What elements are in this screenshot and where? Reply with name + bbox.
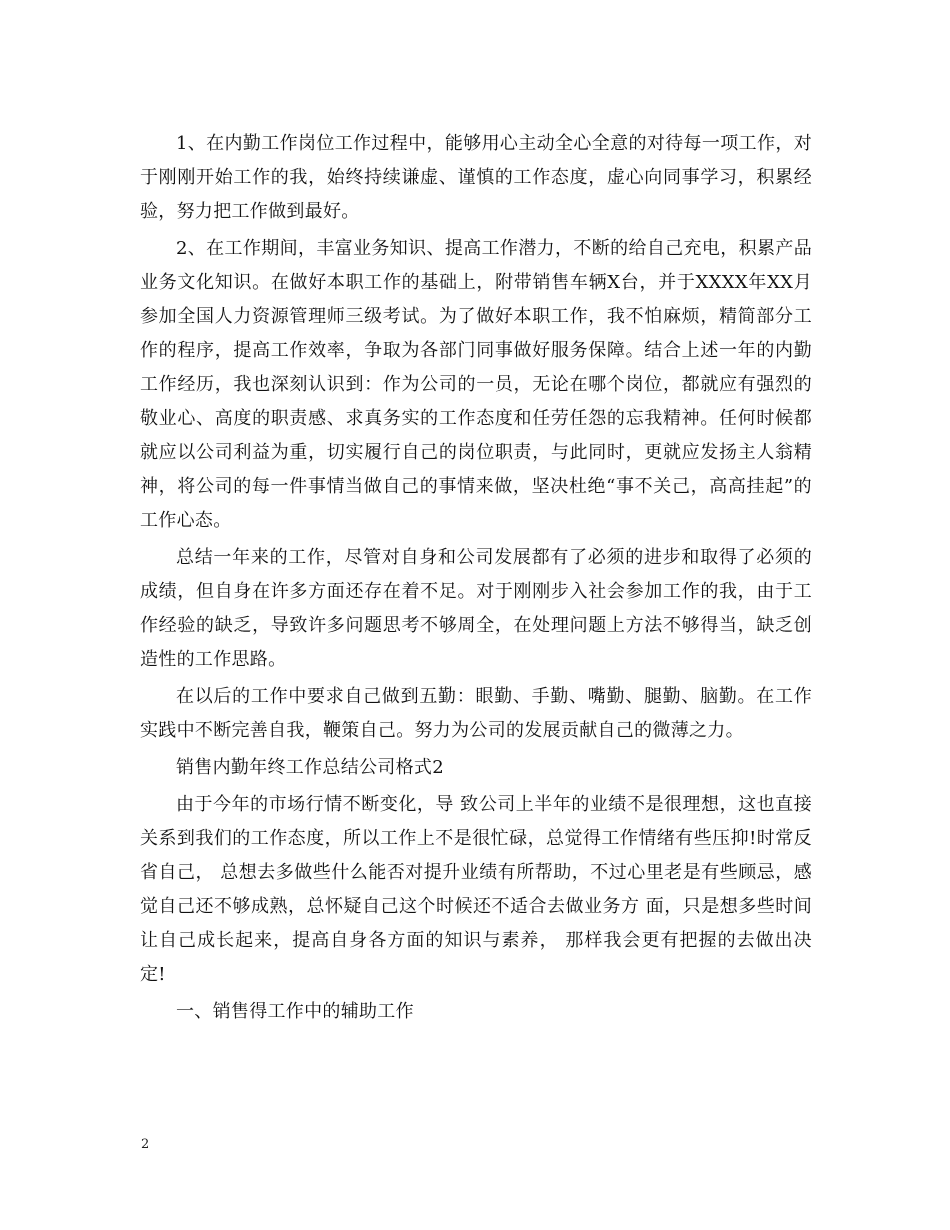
paragraph-5: 由于今年的市场行情不断变化，导 致公司上半年的业绩不是很理想，这也直接关系到我们的工作态度，所以工作上不是很忙碌，总觉得工作情绪有些压抑!时常反省自己， 总想去多做些什么能否对提升业绩有所帮助，不过心里老是有些顾忌，感觉自己还不够成熟，总怀疑自己这个时候还不适合去做业务方 面，只是想多些时间让自己成长起来，提高自身各方面的知识与素养， 那样我会更有把握的去做出决定! [140,794,812,985]
section-title: 销售内勤年终工作总结公司格式2 [176,757,444,778]
paragraph-3: 总结一年来的工作，尽管对自身和公司发展都有了必须的进步和取得了必须的成绩，但自身在许多方面还存在着不足。对于刚刚步入社会参加工作的我，由于工作经验的缺乏，导致许多问题思考不够周全，在处理问题上方法不够得当，缺乏创造性的工作思路。 [140,547,812,670]
paragraph-2: 2、在工作期间，丰富业务知识、提高工作潜力，不断的给自己充电，积累产品业务文化知识。在做好本职工作的基础上，附带销售车辆X台，并于XXXX年XX月参加全国人力资源管理师三级考试。为了做好本职工作，我不怕麻烦，精简部分工作的程序，提高工作效率，争取为各部门同事做好服务保障。结合上述一年的内勤工作经历，我也深刻认识到：作为公司的一员，无论在哪个岗位，都就应有强烈的敬业心、高度的职责感、求真务实的工作态度和任劳任怨的忘我精神。任何时候都就应以公司利益为重，切实履行自己的岗位职责，与此同时，更就应发扬主人翁精神，将公司的每一件事情当做自己的事情来做，坚决杜绝“事不关己，高高挂起”的工作心态。 [140,238,812,531]
page-number: 2 [141,1137,150,1152]
document-body [140,127,812,1032]
paragraph-1: 1、在内勤工作岗位工作过程中，能够用心主动全心全意的对待每一项工作，对于刚刚开始工作的我，始终持续谦虚、谨慎的工作态度，虚心向同事学习，积累经验，努力把工作做到最好。 [140,133,812,222]
section-heading: 一、销售得工作中的辅助工作 [176,1001,414,1022]
paragraph-4: 在以后的工作中要求自己做到五勤：眼勤、手勤、嘴勤、腿勤、脑勤。在工作实践中不断完善自我，鞭策自己。努力为公司的发展贡献自己的微薄之力。 [140,686,812,741]
